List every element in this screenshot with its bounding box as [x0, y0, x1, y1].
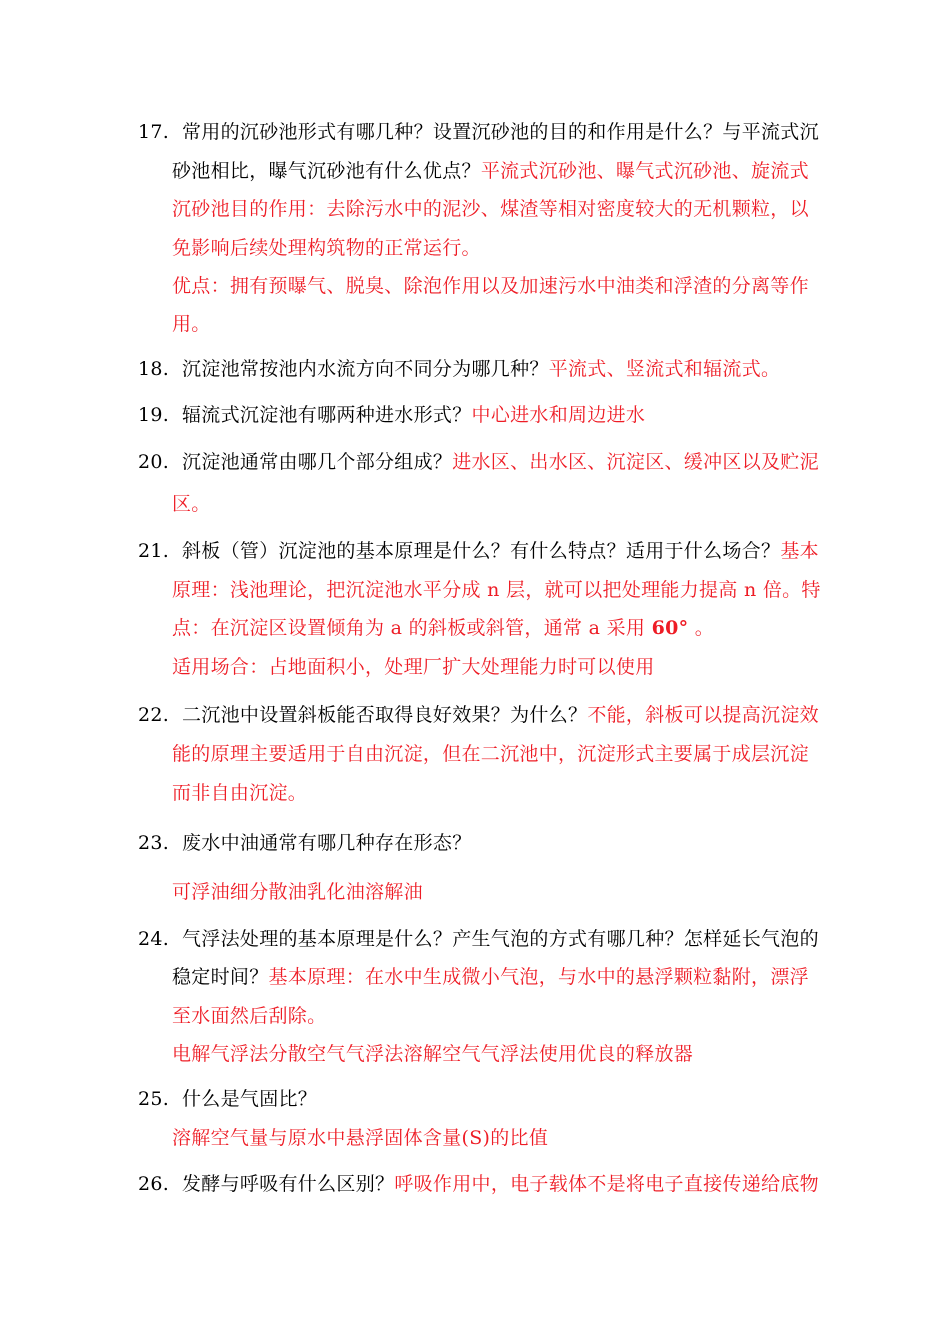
question-text: 废水中油通常有哪几种存在形态？ [182, 832, 472, 854]
answer-text: 基本原理：在水中生成微小气泡，与水中的悬浮颗粒黏附，漂浮 [268, 966, 809, 988]
question-number: 25. [138, 1088, 170, 1110]
answer-text: 至水面然后刮除。 [172, 1005, 327, 1027]
question-text: 发酵与呼吸有什么区别？ [182, 1173, 395, 1195]
answer-text-part: 。 [688, 617, 715, 639]
answer-text: 基本 [780, 540, 819, 562]
question-number: 19. [138, 404, 170, 426]
question-number: 23. [138, 832, 170, 854]
q17-line-2 [172, 159, 809, 183]
question-number: 22. [138, 704, 170, 726]
answer-text: 进水区、出水区、沉淀区、缓冲区以及贮泥 [452, 451, 819, 473]
question-text: 辐流式沉淀池有哪两种进水形式？ [182, 404, 472, 426]
answer-text: 溶解空气量与原水中悬浮固体含量(S)的比值 [172, 1127, 549, 1149]
answer-text: 区。 [172, 493, 211, 515]
answer-text: 呼吸作用中，电子载体不是将电子直接传递给底物 [394, 1173, 819, 1195]
q24-line-2 [172, 965, 809, 989]
question-number: 26. [138, 1173, 170, 1195]
answer-text: 沉砂池目的作用：去除污水中的泥沙、煤渣等相对密度较大的无机颗粒，以 [172, 198, 809, 220]
answer-text [172, 616, 714, 640]
question-number: 18. [138, 358, 170, 380]
answer-text: 不能，斜板可以提高沉淀效 [587, 704, 819, 726]
answer-text: 优点：拥有预曝气、脱臭、除泡作用以及加速污水中油类和浮渣的分离等作 [172, 275, 809, 297]
answer-text: 平流式沉砂池、曝气式沉砂池、旋流式 [480, 160, 809, 182]
question-text: 沉淀池通常由哪几个部分组成？ [182, 451, 453, 473]
question-text: 稳定时间？ [172, 966, 269, 988]
question-number: 24. [138, 928, 170, 950]
question-number: 20. [138, 451, 170, 473]
answer-text: 原理：浅池理论，把沉淀池水平分成 n 层，就可以把处理能力提高 n 倍。特 [172, 579, 821, 601]
question-text: 斜板（管）沉淀池的基本原理是什么？有什么特点？适用于什么场合？ [182, 540, 781, 562]
answer-text-part: 点：在沉淀区设置倾角为 a 的斜板或斜管，通常 a 采用 [172, 617, 652, 639]
answer-text: 免影响后续处理构筑物的正常运行。 [172, 237, 481, 259]
answer-text: 电解气浮法分散空气气浮法溶解空气气浮法使用优良的释放器 [172, 1043, 694, 1065]
question-text: 砂池相比，曝气沉砂池有什么优点？ [172, 160, 481, 182]
answer-text: 用。 [172, 313, 211, 335]
answer-text: 能的原理主要适用于自由沉淀，但在二沉池中，沉淀形式主要属于成层沉淀 [172, 743, 809, 765]
answer-text: 适用场合：占地面积小，处理厂扩大处理能力时可以使用 [172, 656, 655, 678]
answer-text: 中心进水和周边进水 [471, 404, 646, 426]
answer-text: 可浮油细分散油乳化油溶解油 [172, 881, 423, 903]
angle-value: 60° [651, 617, 689, 639]
answer-text: 平流式、竖流式和辐流式。 [548, 358, 781, 380]
question-text: 常用的沉砂池形式有哪几种？设置沉砂池的目的和作用是什么？与平流式沉 [182, 121, 819, 143]
question-number: 21. [138, 540, 170, 562]
question-number: 17. [138, 121, 170, 143]
answer-text: 而非自由沉淀。 [172, 782, 308, 804]
question-text: 沉淀池常按池内水流方向不同分为哪几种？ [182, 358, 549, 380]
question-text: 气浮法处理的基本原理是什么？产生气泡的方式有哪几种？怎样延长气泡的 [182, 928, 819, 950]
question-text: 二沉池中设置斜板能否取得良好效果？为什么？ [182, 704, 588, 726]
question-text: 什么是气固比？ [182, 1088, 318, 1110]
